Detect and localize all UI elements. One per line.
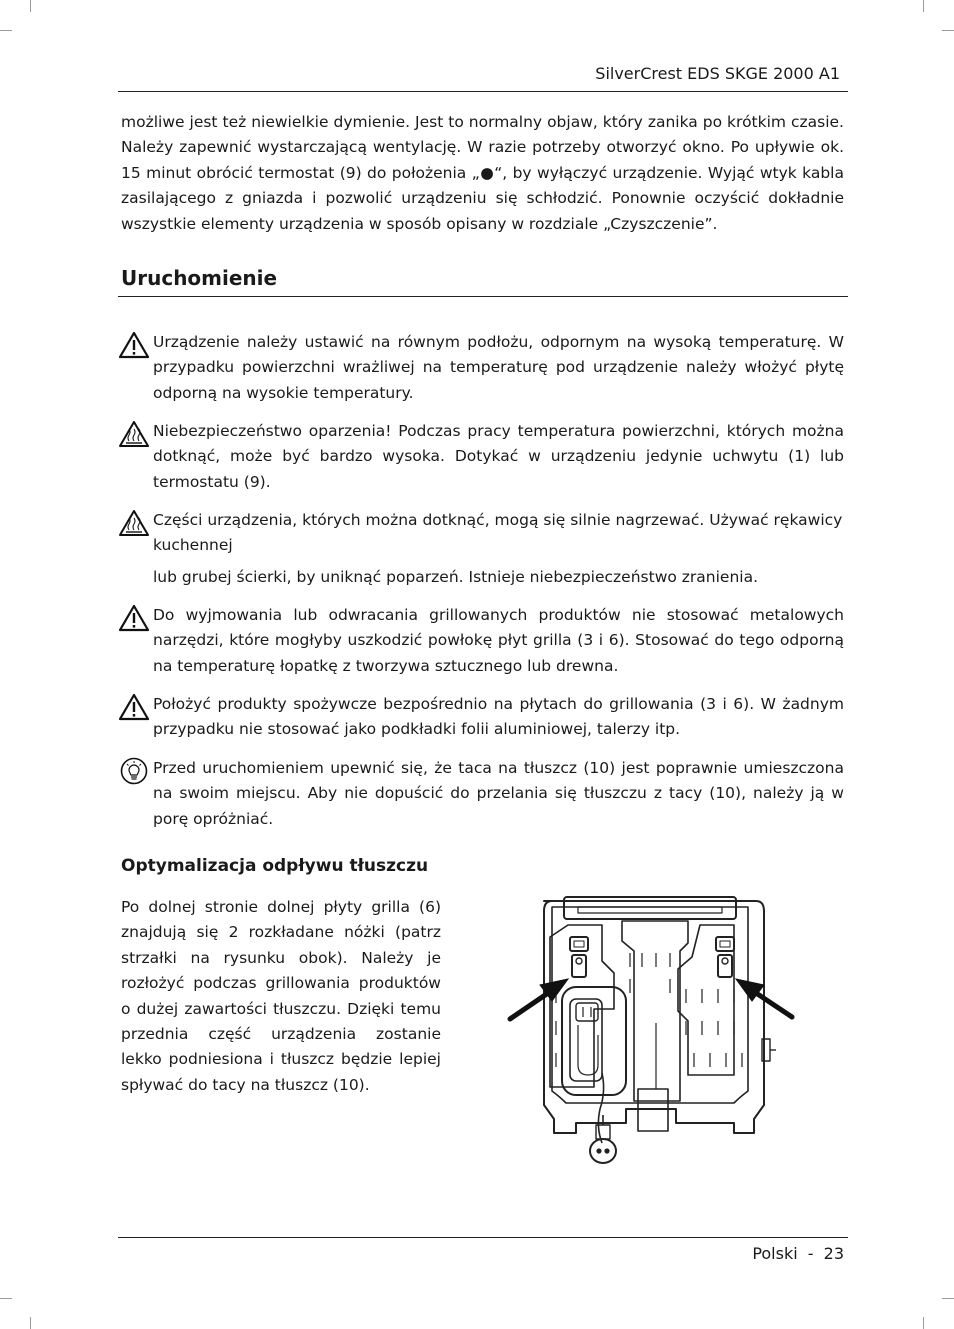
note-text: Przed uruchomieniem upewnić się, że taca na tłuszcz (10) jest poprawnie umieszczona na swoim miejscu. Aby nie dopuścić do przelania się tłuszczu z tacy (10), należy ją w porę opróżniać. [153, 759, 844, 828]
footer-language: Polski [752, 1244, 798, 1263]
header-rule [118, 91, 848, 92]
subsection-title: Optymalizacja odpływu tłuszczu [121, 856, 429, 876]
warning-triangle-icon [118, 604, 150, 632]
crop-mark [30, 1317, 31, 1329]
page-header-title: SilverCrest EDS SKGE 2000 A1 [595, 64, 840, 83]
note-text: Do wyjmowania lub odwracania grillowanych produktów nie stosować metalowych narzędzi, które mogłyby uszkodzić powłokę płyt grilla (3 i 6). Stosować do tego odporną na temperaturę łopatkę z tworzywa sztucznego lub drewna. [153, 606, 844, 675]
note-item [118, 756, 844, 832]
note-text: Położyć produkty spożywcze bezpośrednio na płytach do grillowania (3 i 6). W żadnym przypadku nie stosować jako podkładki folii aluminiowej, talerzy itp. [153, 695, 844, 739]
hot-surface-icon [118, 509, 150, 537]
hot-surface-icon [118, 420, 150, 448]
intro-paragraph: możliwe jest też niewielkie dymienie. Jest to normalny objaw, który zanika po krótkim czasie. Należy zapewnić wystarczającą wentylację. W razie potrzeby otworzyć okno. Po upływie ok. 15 minut obrócić termostat (9) do położenia „●“, by wyłączyć urządzenie. Wyjąć wtyk kabla zasilającego z gniazda i pozwolić urządzeniu się schłodzić. Ponownie oczyścić dokładnie wszystkie elementy urządzenia w sposób opisany w rozdziale „Czyszczenie”. [121, 113, 844, 233]
grill-underside-illustration [506, 893, 796, 1171]
warning-triangle-icon [118, 331, 150, 359]
crop-mark [942, 30, 954, 31]
note-text: Urządzenie należy ustawić na równym podłożu, odpornym na wysoką temperaturę. W przypadku powierzchni wrażliwej na temperaturę pod urządzenie należy włożyć płytę odporną na wysokie temperatury. [153, 333, 844, 402]
note-text: Niebezpieczeństwo oparzenia! Podczas pracy temperatura powierzchni, których można dotknąć, może być bardzo wysoka. Dotykać w urządzeniu jedynie uchwytu (1) lub termostatu (9). [153, 422, 844, 491]
crop-mark [0, 30, 12, 31]
crop-mark [30, 0, 31, 12]
note-item [118, 508, 844, 590]
warning-triangle-icon [118, 693, 150, 721]
note-item [118, 692, 844, 743]
section-rule [118, 296, 848, 297]
note-item [118, 330, 844, 406]
footer-separator: - [807, 1244, 814, 1263]
crop-mark [0, 1298, 12, 1299]
note-text: Części urządzenia, których można dotknąć, mogą się silnie nagrzewać. Używać rękawicy kuchennej [153, 511, 843, 555]
page-footer [752, 1244, 844, 1263]
crop-mark [942, 1298, 954, 1299]
note-item [118, 603, 844, 679]
crop-mark [923, 0, 924, 12]
note-continuation: lub grubej ścierki, by uniknąć poparzeń. Istnieje niebezpieczeństwo zranienia. [153, 567, 759, 586]
note-item [118, 419, 844, 495]
subsection-paragraph: Po dolnej stronie dolnej płyty grilla (6) znajdują się 2 rozkładane nóżki (patrz strzałki na rysunku obok). Należy je rozłożyć podczas grillowania produktów o dużej zawartości tłuszczu. Dzięki temu przednia część urządzenia zostanie lekko podniesiona i tłuszcz będzie lepiej spływać do tacy na tłuszcz (10). [121, 898, 441, 1094]
footer-rule [118, 1237, 848, 1238]
section-title: Uruchomienie [121, 266, 278, 290]
page-number: 23 [823, 1244, 844, 1263]
lightbulb-icon [118, 757, 150, 785]
crop-mark [923, 1317, 924, 1329]
